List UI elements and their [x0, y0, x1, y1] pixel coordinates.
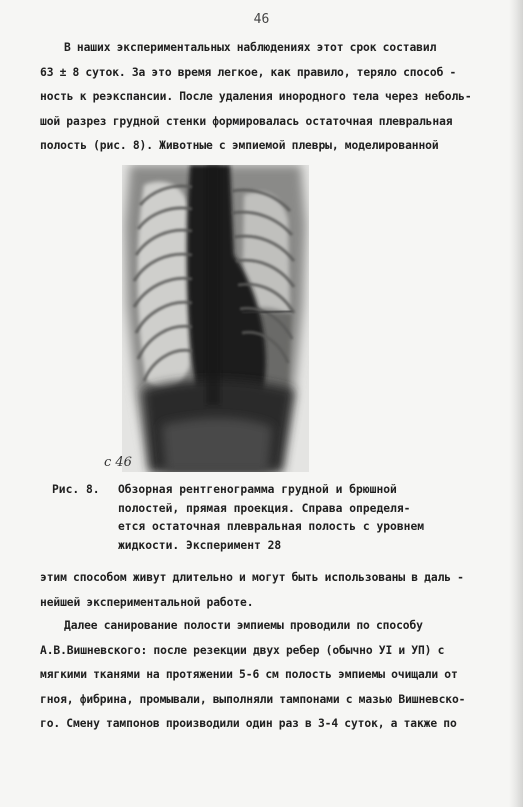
handwritten-note: с 46: [104, 455, 132, 470]
text-line: этим способом живут длительно и могут быть использованы в даль -: [40, 571, 464, 584]
caption-line: ется остаточная плевральная полость с уровнем: [118, 520, 425, 533]
paragraph-top: [40, 36, 492, 159]
text-line: мягкими тканями на протяжении 5-6 см полость эмпиемы очищали от: [40, 668, 458, 681]
xray-figure: [122, 165, 309, 472]
caption-body: [118, 481, 498, 555]
caption-line: полостей, прямая проекция. Справа определя-: [118, 501, 411, 515]
text-line: Далее санирование полости эмпиемы проводили по способу: [64, 619, 423, 632]
text-line: нейшей экспериментальной работе.: [40, 595, 254, 609]
text-line: полость (рис. 8). Животные с эмпиемой плевры, моделированной: [40, 139, 439, 152]
text-line: В наших экспериментальных наблюдениях этот срок составил: [64, 41, 437, 54]
text-line: ность к реэкспансии. После удаления инородного тела через неболь-: [40, 90, 472, 103]
text-line: 63 ± 8 суток. За это время легкое, как правило, теряло способ -: [40, 65, 457, 79]
paragraph-bottom: [40, 614, 492, 737]
xray-image: [122, 165, 309, 472]
page-number: 46: [253, 12, 270, 27]
page-edge-shadow: [509, 0, 523, 807]
paragraph-mid: [40, 566, 492, 615]
text-line: шой разрез грудной стенки формировалась остаточная плевральная: [40, 114, 453, 128]
text-line: го. Смену тампонов производили один раз в 3-4 суток, а также по: [40, 717, 457, 730]
text-line: гноя, фибрина, промывали, выполняли тампонами с мазью Вишневско-: [40, 692, 466, 706]
caption-label: Рис. 8.: [52, 483, 100, 496]
text-line: А.В.Вишневского: после резекции двух ребер (обычно УI и УП) с: [40, 643, 445, 657]
caption-line: жидкости. Эксперимент 28: [118, 538, 282, 552]
caption-line: Обзорная рентгенограмма грудной и брюшной: [118, 483, 397, 496]
